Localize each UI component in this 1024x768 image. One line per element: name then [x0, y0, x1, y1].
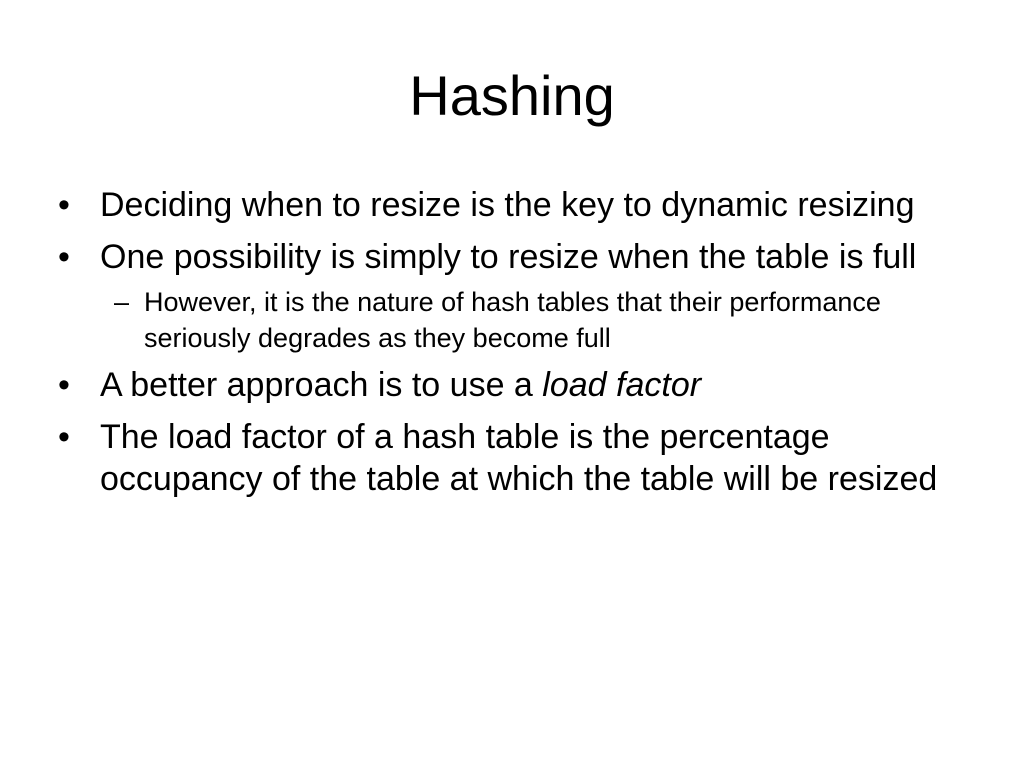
bullet-item: [58, 416, 978, 500]
bullet-text: [100, 366, 701, 404]
sub-bullet-item: [58, 284, 978, 356]
bullet-text: The load factor of a hash table is the percentage occupancy of the table at which the table will be resized: [100, 418, 938, 498]
bullet-icon: •: [58, 418, 70, 456]
slide-body: [58, 184, 978, 510]
bullet-item: [58, 236, 978, 278]
dash-icon: –: [114, 287, 130, 317]
bullet-text: One possibility is simply to resize when the table is full: [100, 238, 917, 276]
bullet-icon: •: [58, 238, 70, 276]
bullet-text: Deciding when to resize is the key to dynamic resizing: [100, 186, 915, 224]
bullet-item: [58, 184, 978, 226]
sub-bullet-text: However, it is the nature of hash tables that their performance seriously degrades as they become full: [144, 287, 881, 353]
bullet-item: [58, 364, 978, 406]
slide-title: Hashing: [409, 64, 615, 127]
bullet-text-italic: load factor: [542, 366, 702, 404]
bullet-icon: •: [58, 186, 70, 224]
bullet-text-plain: A better approach is to use a: [100, 366, 543, 404]
bullet-icon: •: [58, 366, 70, 404]
